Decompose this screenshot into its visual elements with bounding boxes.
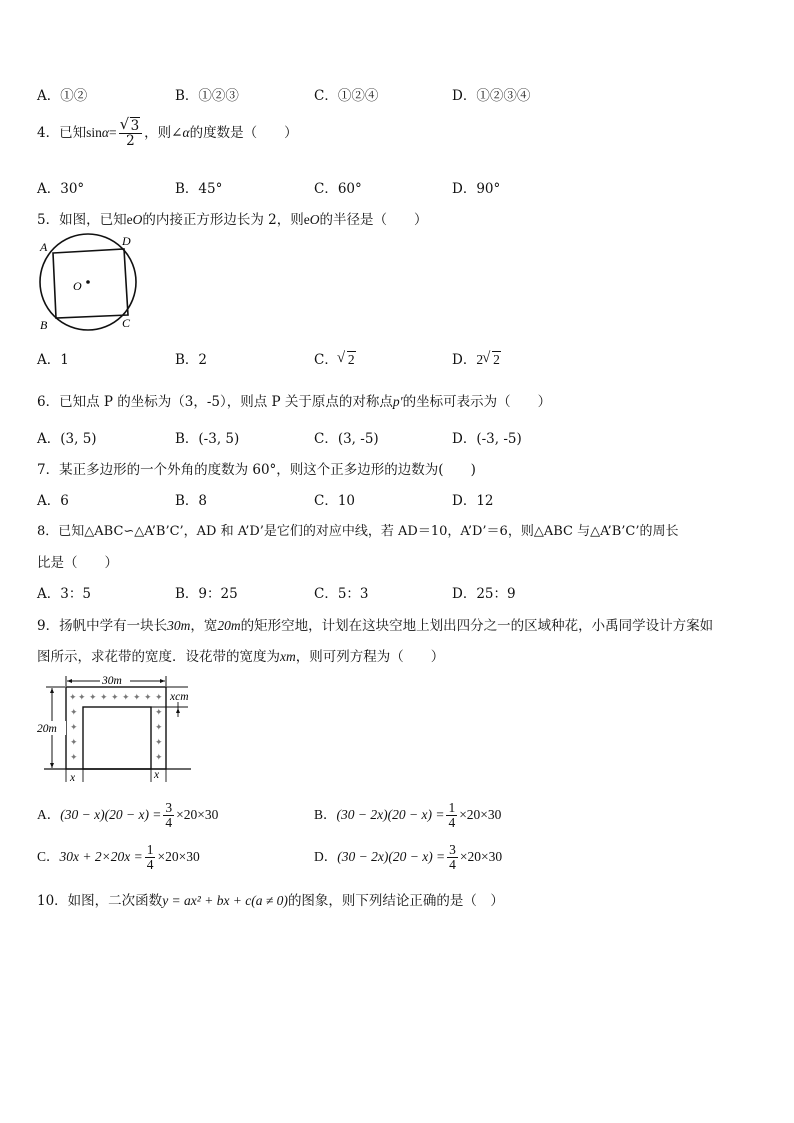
q8-option-b: B．9：25 [175,586,238,602]
q6-option-d: D．(-3, -5) [452,431,522,447]
q5-option-a: A．1 [37,352,69,368]
q3-option-d: D．①②③④ [452,88,531,104]
q9-option-b-prefix: B． [314,806,337,822]
q5-stem-pre: 5．如图，已知 [37,212,127,228]
question-6-stem [37,390,551,410]
q3-option-c: C．①②④ [314,88,379,104]
q10-stem-end: 的图象，则下列结论正确的是（ ） [287,893,504,909]
q8-option-a: A．3：5 [37,586,91,602]
q9-option-d-prefix: D． [314,848,338,864]
right-dimension-label: xcm [170,691,189,703]
svg-text:✦: ✦ [155,692,163,702]
q5-option-c [314,348,356,368]
q9-flower-bed-figure [36,672,196,784]
q4-alpha: α [101,125,109,141]
q6-stem-end: 的坐标可表示为（ ） [402,394,552,410]
q7-option-d: D．12 [452,493,494,509]
q4-den: 2 [126,133,135,150]
q9-option-c-num: 1 [146,842,154,857]
svg-text:✦: ✦ [155,737,163,747]
q4-option-b: B．45° [175,181,223,197]
q6-option-c: C．(3, -5) [314,431,379,447]
svg-text:✦: ✦ [155,722,163,732]
q9-option-d-num: 3 [449,842,456,857]
right-arrow-up [176,708,180,713]
arrow-down [50,763,54,768]
q5-stem-mid: 的内接正方形边长为 2，则 [142,212,304,228]
svg-text:✦: ✦ [70,752,78,762]
q4-stem-pre: 4．已知 [37,125,87,142]
left-dimension-label: 20m [37,723,57,735]
q5-circle-figure [36,232,140,332]
q9-option-b-lhs: (30 − 2x)(20 − x) = [336,806,445,822]
q6-option-b: B．(-3, 5) [175,431,240,447]
q5-option-d-prefix: D． [452,352,477,368]
q9-option-d-den: 4 [449,857,456,873]
question-8-stem-line2: 比是（ ） [37,555,118,571]
svg-text:✦: ✦ [155,752,163,762]
q5-circle-o: O [132,212,143,227]
top-dimension-label: 30m [102,675,122,687]
question-8-stem-line1: 8．已知△ABC∽△A’B’C’，AD 和 A’D’是它们的对应中线，若 AD＝10，A’D’＝6，则△ABC 与△A’B’C’的周长 [37,524,679,539]
bottom-left-x-label: x [70,772,76,784]
q9-option-b [314,801,501,830]
arrow-left [67,679,72,683]
q4-num: 3 [130,118,140,134]
svg-text:✦: ✦ [70,707,78,717]
q5-circle-symbol-2: e [303,212,310,227]
svg-text:✦: ✦ [100,692,108,702]
q9-option-d-rhs: ×20×30 [459,848,503,864]
svg-text:✦: ✦ [70,737,78,747]
q5-option-d [452,348,501,368]
q9-variable: xm [280,649,296,664]
q5-option-c-prefix: C． [314,352,338,368]
q7-option-b: B．8 [175,493,208,509]
label-a: A [40,240,48,254]
q10-stem-pre: 10．如图，二次函数 [37,893,163,909]
q3-option-b: B．①②③ [175,88,239,104]
q6-stem-pre: 6．已知点 P 的坐标为（3，-5），则点 P 关于原点的对称点 [37,394,393,410]
svg-text:✦: ✦ [155,707,163,717]
q10-function: y = ax² + bx + c(a ≠ 0) [162,893,288,908]
q9-width: 20m [217,618,241,633]
q6-option-a: A．(3, 5) [37,431,97,447]
q9-line2-a: 图所示，求花带的宽度．设花带的宽度为 [37,649,280,665]
question-9-stem-line2 [37,645,444,665]
question-9-stem-line1 [37,614,713,634]
q4-stem-end: 的度数是（ ） [189,125,298,142]
q4-stem-post: ，则∠ [144,125,183,142]
q5-option-d-radicand: 2 [493,352,500,367]
svg-text:✦: ✦ [69,692,77,702]
q5-circle-o-2: O [309,212,320,227]
q4-sin: sin [86,125,102,141]
q9-line2-b: ，则可列方程为（ ） [295,649,445,665]
q8-option-d: D．25：9 [452,586,516,602]
q9-option-c-den: 4 [146,857,154,873]
q4-option-a: A．30° [37,181,85,197]
q9-option-a-num: 3 [165,800,173,815]
q9-option-b-den: 4 [448,815,456,831]
question-4-stem [37,119,298,148]
label-c: C [122,316,131,330]
q6-p-prime: p′ [392,394,403,409]
svg-text:✦: ✦ [144,692,152,702]
q4-fraction [119,119,143,148]
q3-option-a: A．①② [37,88,88,104]
q9-option-c [37,843,200,872]
q9-option-d-lhs: (30 − 2x)(20 − x) = [337,848,446,864]
q5-stem-end: 的半径是（ ） [319,212,428,228]
q9-option-a-prefix: A． [37,806,61,822]
arrow-up [50,688,54,693]
q9-option-c-prefix: C． [37,848,60,864]
q9-option-c-lhs: 30x + 2×20x = [59,848,143,864]
q4-eq: = [108,125,117,141]
q5-circle-symbol: e [126,212,133,227]
q9-line1-c: 的矩形空地，计划在这块空地上划出四分之一的区域种花，小禹同学设计方案如 [240,618,714,634]
arrow-right [160,679,165,683]
svg-text:✦: ✦ [111,692,119,702]
q7-option-c: C．10 [314,493,356,509]
q5-option-c-radicand: 2 [347,352,355,367]
bottom-right-x-label: x [154,769,160,781]
q9-line1-a: 9．扬帆中学有一块长 [37,618,168,634]
label-d: D [122,234,131,248]
q8-option-c: C．5：3 [314,586,369,602]
q9-line1-b: ，宽 [190,618,218,634]
q9-option-b-num: 1 [448,800,456,815]
q9-option-b-rhs: ×20×30 [459,806,502,822]
svg-text:✦: ✦ [70,722,78,732]
question-7-stem: 7．某正多边形的一个外角的度数为 60°，则这个正多边形的边数为( ) [37,462,476,478]
q4-option-d: D．90° [452,181,501,197]
q5-option-b: B．2 [175,352,208,368]
q9-option-a-rhs: ×20×30 [176,806,219,822]
q4-alpha-2: α [182,125,190,141]
svg-text:✦: ✦ [133,692,141,702]
q5-option-d-coef: 2 [476,352,484,367]
label-o: O [73,279,82,293]
q9-option-a [37,801,218,830]
q9-length: 30m [167,618,191,633]
svg-text:✦: ✦ [78,692,86,702]
q9-option-a-lhs: (30 − x)(20 − x) = [60,806,162,822]
inner-rectangle [83,707,151,769]
q9-option-a-den: 4 [165,815,173,831]
q9-option-d [314,843,502,872]
q7-option-a: A．6 [37,493,69,509]
label-b: B [40,318,48,332]
inscribed-square [53,249,128,318]
q9-option-c-rhs: ×20×30 [157,848,200,864]
question-5-stem [37,208,427,228]
center-point [86,280,90,284]
question-10-stem [37,889,504,909]
svg-text:✦: ✦ [122,692,130,702]
q4-option-c: C．60° [314,181,362,197]
svg-text:✦: ✦ [89,692,97,702]
